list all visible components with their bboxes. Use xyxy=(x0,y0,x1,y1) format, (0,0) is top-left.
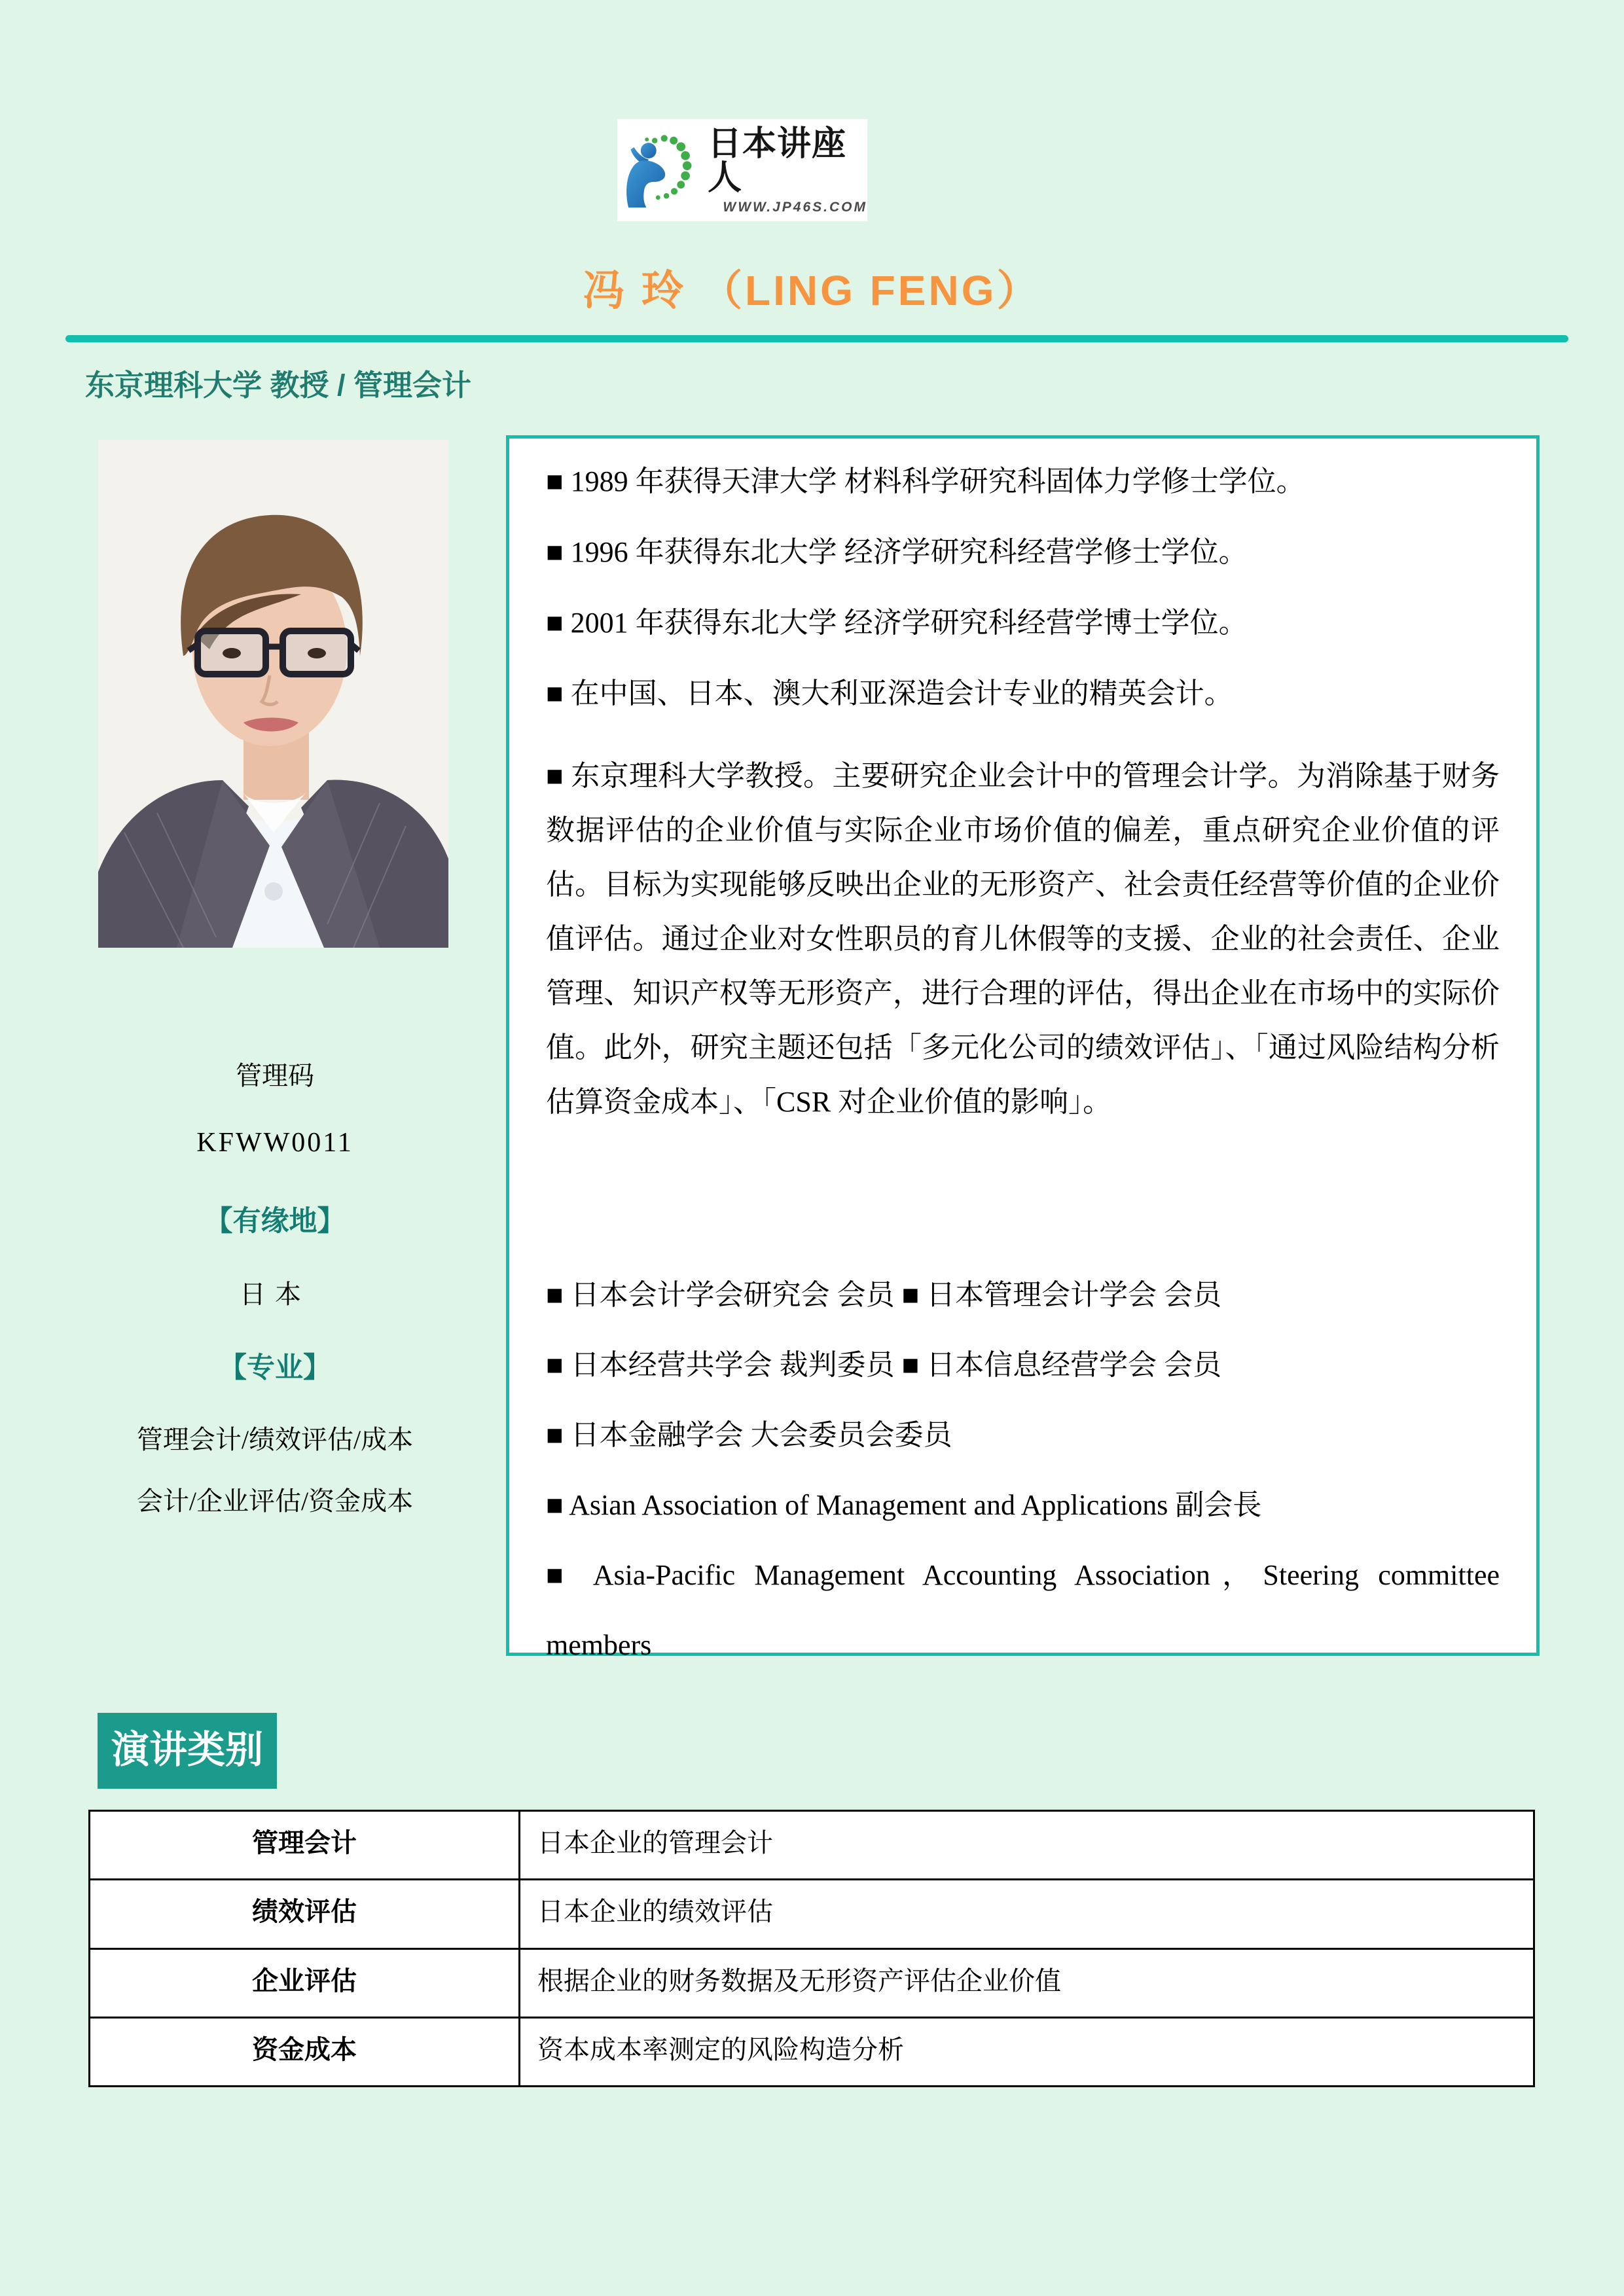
category-cell: 绩效评估 xyxy=(90,1880,520,1948)
topic-cell: 日本企业的绩效评估 xyxy=(520,1880,1534,1948)
title-divider-line xyxy=(65,335,1568,342)
membership-item: ■ Asian Association of Management and Applications 副会長 xyxy=(546,1489,1262,1521)
category-cell: 资金成本 xyxy=(90,2017,520,2086)
membership-item: ■ Asia-Pacific Management Accounting Association，Steering committee members xyxy=(546,1559,1500,1661)
table-row xyxy=(90,1811,1534,1880)
table-row xyxy=(90,1880,1534,1948)
logo-brand-text: 日本讲座人 xyxy=(708,124,847,197)
topic-cell: 根据企业的财务数据及无形资产评估企业价值 xyxy=(520,1948,1534,2017)
table-row xyxy=(90,1948,1534,2017)
lecture-category-heading: 演讲类别 xyxy=(98,1713,277,1789)
education-item: ■ 2001 年获得东北大学 经济学研究科经营学博士学位。 xyxy=(546,607,1248,639)
education-item: ■ 在中国、日本、澳大利亚深造会计专业的精英会计。 xyxy=(546,677,1233,709)
bio-spacer xyxy=(546,1129,1500,1260)
category-cell: 企业评估 xyxy=(90,1948,520,2017)
topic-cell: 日本企业的管理会计 xyxy=(520,1811,1534,1880)
category-cell: 管理会计 xyxy=(90,1811,520,1880)
speaker-name-title: 冯 玲 （LING FENG） xyxy=(583,267,1041,314)
admin-code-label: 管理码 xyxy=(236,1061,314,1090)
education-item: ■ 1996 年获得东北大学 经济学研究科经营学修士学位。 xyxy=(546,536,1248,568)
bio-summary-paragraph: ■ 东京理科大学教授。主要研究企业会计中的管理会计学。为消除基于财务数据评估的企业价值与实际企业市场价值的偏差，重点研究企业价值的评估。目标为实现能够反映出企业的无形资产、社会责任经营等价值的企业价值评估。通过企业对女性职员的育儿休假等的支援、企业的社会责任、企业管理、知识产权等无形资产，进行合理的评估，得出企业在市场中的实际价值。此外，研究主题还包括「多元化公司的绩效评估」、「通过风险结构分析估算资金成本」、「CSR 对企业价值的影响」。 xyxy=(546,760,1500,1118)
lecture-category-table xyxy=(88,1810,1535,2087)
bio-box xyxy=(506,435,1540,1661)
specialty-label: 【专业】 xyxy=(219,1352,331,1384)
membership-item: ■ 日本会计学会研究会 会员 ■ 日本管理会计学会 会员 xyxy=(546,1279,1222,1311)
specialty-value-line1: 管理会计/绩效评估/成本 xyxy=(136,1425,414,1454)
logo-text-block xyxy=(708,124,867,215)
table-row xyxy=(90,2017,1534,2086)
topic-cell: 资本成本率测定的风险构造分析 xyxy=(520,2017,1534,2086)
education-item: ■ 1989 年获得天津大学 材料科学研究科固体力学修士学位。 xyxy=(546,465,1305,497)
specialty-value-line2: 会计/企业评估/资金成本 xyxy=(136,1486,414,1516)
logo-website-url: WWW.JP46S.COM xyxy=(723,199,867,215)
site-logo xyxy=(617,119,867,221)
admin-code-value: KFWW0011 xyxy=(196,1128,353,1158)
membership-item: ■ 日本金融学会 大会委员会委员 xyxy=(546,1419,952,1451)
person-dots-logo-icon xyxy=(617,128,701,212)
speaker-portrait-photo xyxy=(98,440,448,948)
membership-item: ■ 日本经营共学会 裁判委员 ■ 日本信息经营学会 会员 xyxy=(546,1349,1222,1381)
bond-place-value: 日本 xyxy=(240,1280,310,1309)
bond-place-label: 【有缘地】 xyxy=(204,1206,346,1237)
affiliation-subtitle: 东京理科大学 教授 / 管理会计 xyxy=(85,368,472,402)
